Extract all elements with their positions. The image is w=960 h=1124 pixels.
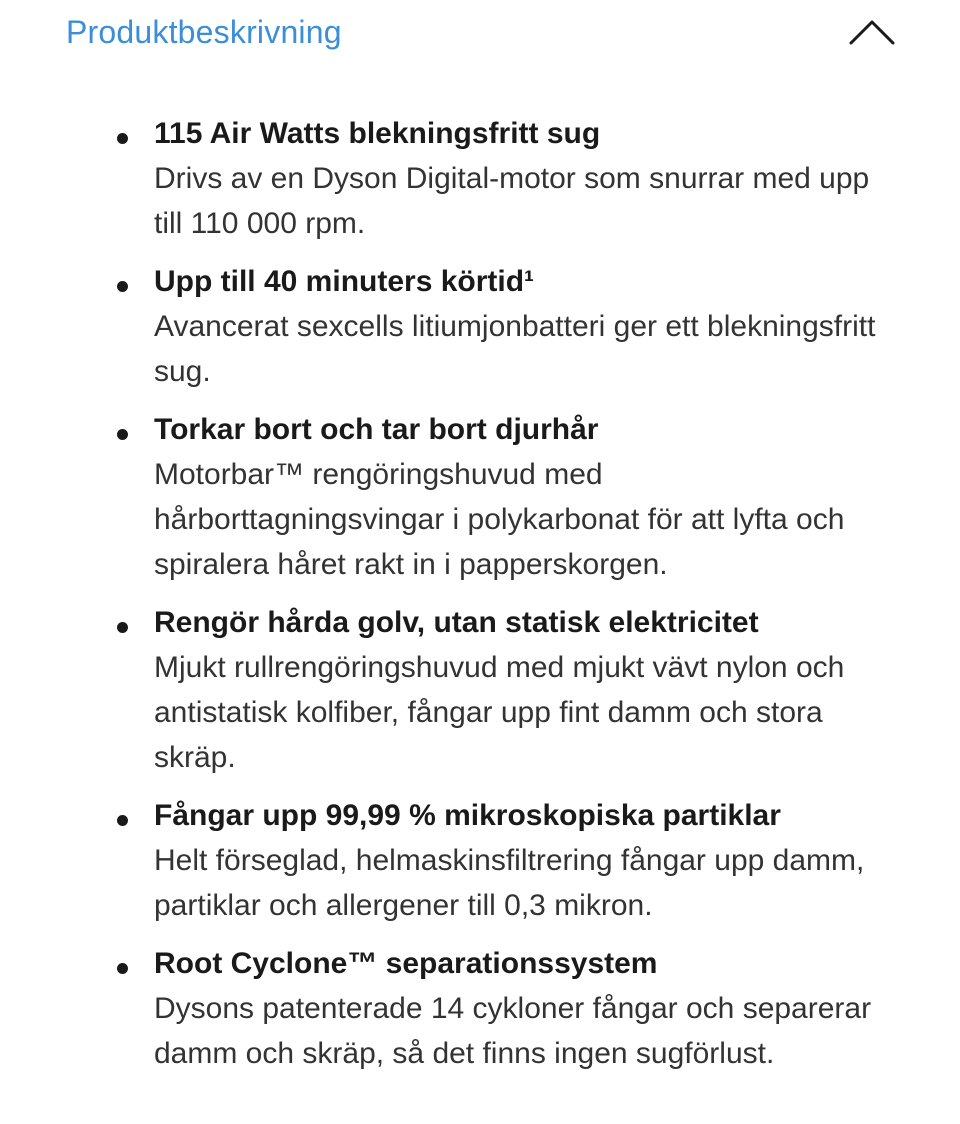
feature-title: Rengör hårda golv, utan statisk elektricitet <box>154 606 759 639</box>
accordion-title[interactable]: Produktbeskrivning <box>66 14 342 50</box>
chevron-up-icon[interactable] <box>848 18 896 46</box>
bullet-icon <box>117 963 128 974</box>
feature-description: Drivs av en Dyson Digital-motor som snurrar med upp till 110 000 rpm. <box>154 162 870 240</box>
feature-description: Helt förseglad, helmaskinsfiltrering fångar upp damm, partiklar och allergener till 0,3 mikron. <box>154 844 865 922</box>
list-item <box>0 601 960 780</box>
list-item <box>0 942 960 1076</box>
list-item <box>0 260 960 394</box>
list-item <box>0 794 960 928</box>
feature-title: Fångar upp 99,99 % mikroskopiska partiklar <box>154 799 781 832</box>
bullet-icon <box>117 281 128 292</box>
bullet-icon <box>117 429 128 440</box>
feature-list <box>0 112 960 1090</box>
feature-title: Root Cyclone™ separationssystem <box>154 947 658 980</box>
feature-title: Torkar bort och tar bort djurhår <box>154 413 599 446</box>
list-item <box>0 112 960 246</box>
feature-description: Dysons patenterade 14 cykloner fångar och separerar damm och skräp, så det finns ingen sugförlust. <box>154 992 872 1070</box>
bullet-icon <box>117 133 128 144</box>
feature-description: Avancerat sexcells litiumjonbatteri ger ett blekningsfritt sug. <box>154 310 876 388</box>
feature-title: 115 Air Watts blekningsfritt sug <box>154 117 601 150</box>
feature-title: Upp till 40 minuters körtid¹ <box>154 265 535 298</box>
list-item <box>0 408 960 587</box>
bullet-icon <box>117 622 128 633</box>
bullet-icon <box>117 815 128 826</box>
feature-description: Mjukt rullrengöringshuvud med mjukt vävt nylon och antistatisk kolfiber, fångar upp fint damm och stora skräp. <box>154 651 845 774</box>
feature-description: Motorbar™ rengöringshuvud med hårborttagningsvingar i polykarbonat för att lyfta och spiralera håret rakt in i papperskorgen. <box>154 458 845 581</box>
accordion-header[interactable] <box>0 0 960 70</box>
